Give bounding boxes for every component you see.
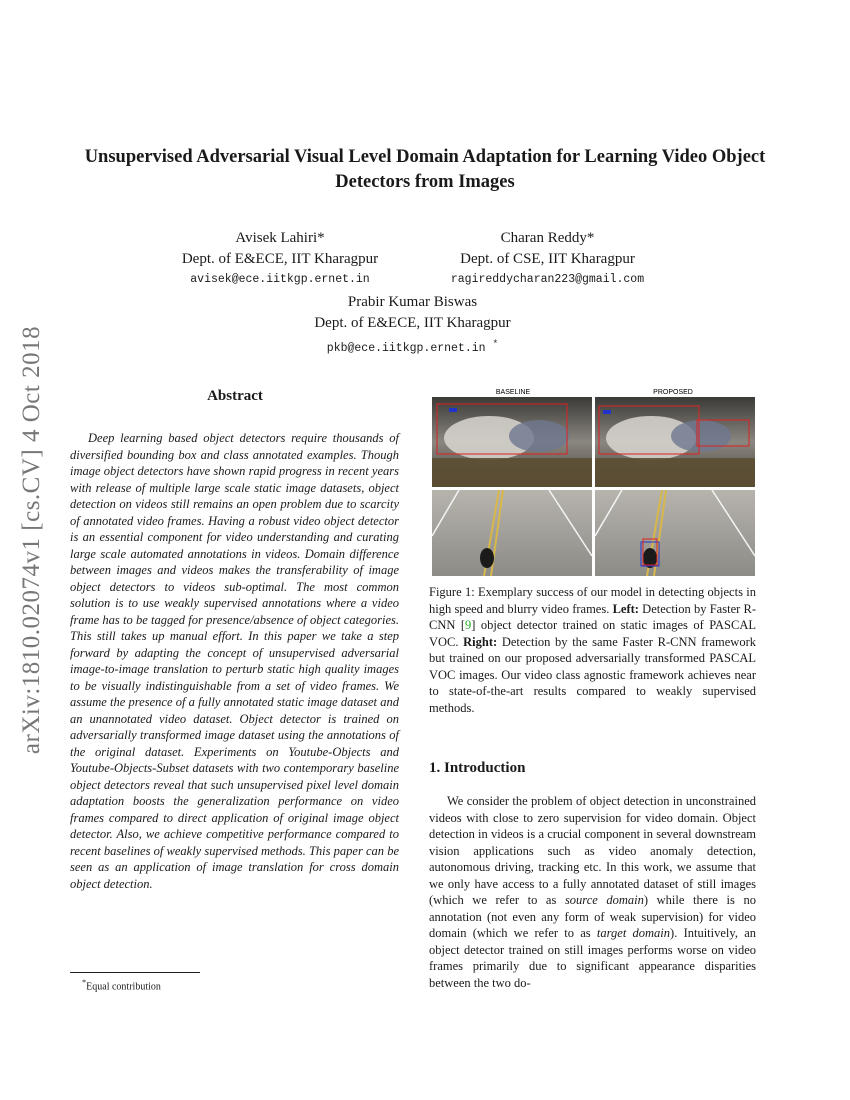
author-affiliation: Dept. of E&ECE, IIT Kharagpur — [181, 251, 379, 267]
arxiv-identifier: arXiv:1810.02074v1 [cs.CV] 4 Oct 2018 — [18, 325, 46, 755]
caption-lead: Figure 1: Exemplary success of our model in detecting objects in high speed and blurry video frames. — [429, 585, 756, 616]
author-email-line — [270, 334, 555, 359]
intro-part-3: ). Intuitively, an object detector trained on still images performs worse on video frames primarily due to significant appearance disparities between the two do- — [429, 926, 756, 990]
author-block-3 — [270, 292, 555, 359]
intro-part-2: ) while there is no annotation (not even any form of weak supervision) for video domain (which we refer to as — [429, 893, 756, 940]
author-name: Avisek Lahiri* — [235, 230, 325, 246]
proposed-bottom-panel — [595, 490, 755, 576]
figure-label-proposed: PROPOSED — [653, 389, 693, 396]
caption-right-text: Detection by the same Faster R-CNN framework but trained on our proposed adversarially transformed PASCAL VOC images. Our video class agnostic framework achieves near to state-of-the-art results compared to weakly supervised methods. — [429, 634, 756, 715]
author-email: pkb@ece.iitkgp.ernet.in — [326, 341, 486, 355]
introduction-text — [429, 793, 756, 991]
author-block-1 — [150, 228, 410, 290]
abstract-heading: Abstract — [207, 388, 263, 404]
introduction-heading: 1. Introduction — [429, 760, 526, 776]
author-name: Charan Reddy* — [500, 230, 595, 246]
caption-left-label: Left: — [612, 601, 639, 616]
intro-part-1: We consider the problem of object detection in unconstrained videos with close to zero supervision for video domain. Object detection in videos is a crucial component in several downstream vision applications such as video anomaly detection, autonomous driving, tracking etc. In this work, we assume that we only have access to a fully annotated dataset of still images (which we refer to as — [429, 794, 756, 907]
author-block-2 — [415, 228, 680, 290]
email-footnote-mark: * — [492, 338, 499, 349]
proposed-top-panel — [595, 397, 755, 487]
caption-right-label: Right: — [463, 634, 498, 649]
caption-left-text-2: ] object detector trained on static images of PASCAL VOC. — [429, 618, 756, 649]
figure-label-baseline: BASELINE — [495, 389, 531, 396]
citation-link[interactable]: 9 — [465, 618, 472, 632]
footnote-mark: * — [82, 978, 87, 987]
caption-left-text: Detection by Faster R-CNN [ — [429, 601, 757, 632]
footnote-text: Equal contribution — [86, 981, 161, 993]
author-affiliation: Dept. of E&ECE, IIT Kharagpur — [314, 315, 511, 331]
figure-1 — [429, 386, 755, 576]
intro-source-domain: source domain — [564, 893, 644, 907]
figure-1-caption — [429, 584, 756, 716]
baseline-top-panel — [432, 397, 592, 487]
author-affiliation: Dept. of CSE, IIT Kharagpur — [460, 251, 635, 267]
abstract-text: Deep learning based object detectors require thousands of diversified bounding box and class annotated examples. Though image object detectors have shown rapid progress in recent years with release of multiple large scale static image datasets, object detection on videos still remains an open problem due to scarcity of annotated video frames. Having a robust video object detector is an essential component for video understanding and curating large scale automated annotations in videos. Domain difference between images and videos makes the transferability of image object detectors to videos sub-optimal. The most common solution is to use weakly supervised annotations where a video frame has to be tagged for presence/absence of object categories. This still takes up manual effort. In this paper we take a step forward by adapting the concept of unsupervised adversarial image-to-image translation to perturb static high quality images to be visually indistinguishable from a set of video frames. We assume the presence of a fully annotated static image dataset and an unannotated video dataset. Object detector is trained on adversarially transformed image dataset using the annotations of the original dataset. Experiments on Youtube-Objects and Youtube-Objects-Subset datasets with two contemporary baseline object detectors reveal that such unsupervised pixel level domain adaptation boosts the generalization performance on video frames compared to direct application of original image object detector. Also, we achieve competitive performance compared to recent baselines of weakly supervised methods. This paper can be seen as an application of image translation for cross domain object detection. — [70, 431, 399, 891]
intro-target-domain: target domain — [596, 926, 671, 940]
author-name: Prabir Kumar Biswas — [347, 294, 478, 310]
footnote-rule — [70, 972, 200, 973]
paper-title: Unsupervised Adversarial Visual Level Domain Adaptation for Learning Video Object Detectors from Images — [84, 147, 766, 192]
author-email: ragireddycharan223@gmail.com — [450, 273, 645, 286]
arxiv-sidebar — [8, 300, 56, 780]
figure-1-image — [429, 386, 755, 576]
baseline-bottom-panel — [432, 490, 592, 576]
footnote — [82, 978, 161, 992]
author-email: avisek@ece.iitkgp.ernet.in — [190, 273, 370, 286]
